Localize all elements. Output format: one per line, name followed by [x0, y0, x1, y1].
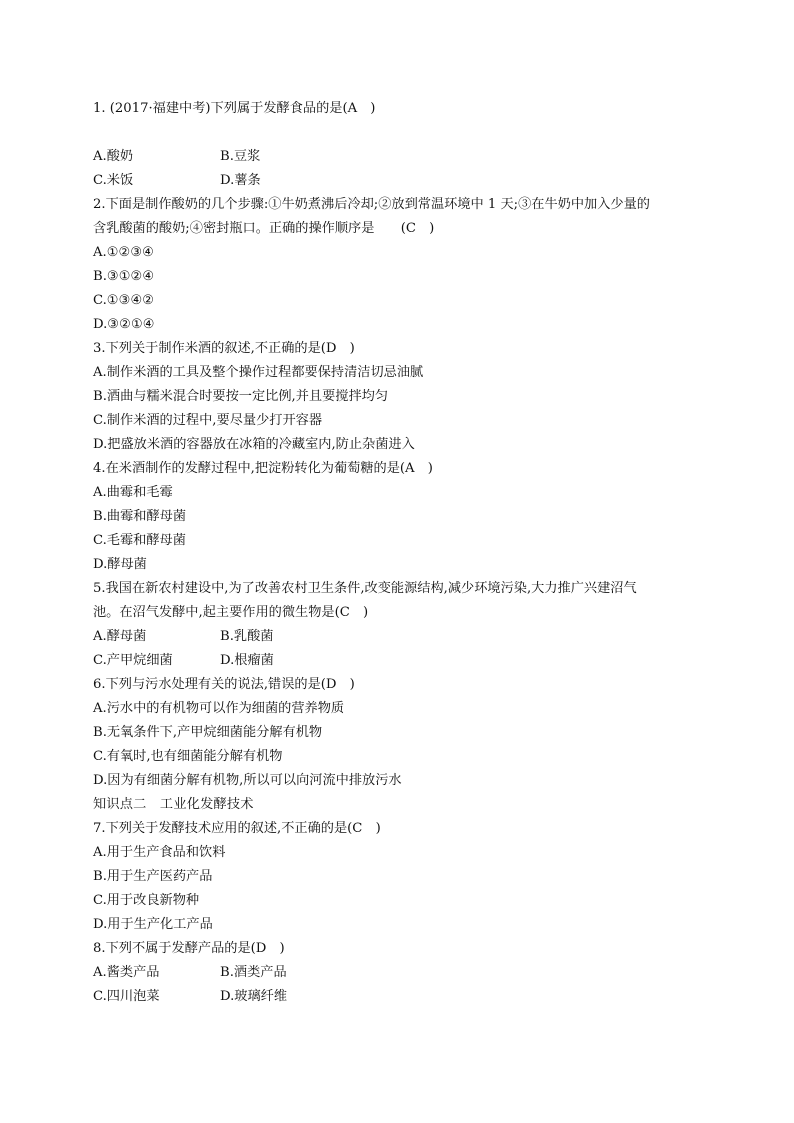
question-2-option-b: B.③①②④: [93, 269, 155, 284]
question-3-option-a: A.制作米酒的工具及整个操作过程都要保持清洁切忌油腻: [93, 365, 424, 380]
question-6-option-c: C.有氧时,也有细菌能分解有机物: [93, 749, 283, 764]
question-3-option-b: B.酒曲与糯米混合时要按一定比例,并且要搅拌均匀: [93, 389, 389, 404]
question-5-options-row-1: [93, 625, 703, 649]
question-5-option-a: A.酵母菌: [93, 629, 147, 644]
question-8-stem: 8.下列不属于发酵产品的是(D ): [93, 941, 285, 956]
question-4-option-a: A.曲霉和毛霉: [93, 485, 173, 500]
question-4-option-b: B.曲霉和酵母菌: [93, 509, 187, 524]
question-4: [93, 457, 703, 577]
question-2-stem-line-1: 2.下面是制作酸奶的几个步骤:①牛奶煮沸后冷却;②放到常温环境中 1 天;③在牛奶中加入少量的: [93, 197, 650, 212]
question-1-options-row-2: [93, 169, 703, 193]
question-5-option-c: C.产甲烷细菌: [93, 653, 173, 668]
question-1: [93, 97, 703, 193]
question-2-option-c: C.①③④②: [93, 293, 155, 308]
question-3: [93, 337, 703, 457]
question-7-option-a: A.用于生产食品和饮料: [93, 845, 226, 860]
question-8-options-row-2: [93, 985, 703, 1009]
question-1-option-d: D.薯条: [220, 173, 261, 188]
question-2-option-d: D.③②①④: [93, 317, 155, 332]
question-7-option-b: B.用于生产医药产品: [93, 869, 213, 884]
question-8-option-b: B.酒类产品: [220, 965, 287, 980]
section-title: 知识点二 工业化发酵技术: [93, 797, 254, 812]
question-3-stem: 3.下列关于制作米酒的叙述,不正确的是(D ): [93, 341, 355, 356]
question-1-stem: 1. (2017·福建中考)下列属于发酵食品的是(A ): [93, 101, 376, 116]
question-6-stem: 6.下列与污水处理有关的说法,错误的是(D ): [93, 677, 355, 692]
question-5-stem-line-1: 5.我国在新农村建设中,为了改善农村卫生条件,改变能源结构,减少环境污染,大力推广兴建沼气: [93, 581, 637, 596]
question-2: [93, 193, 703, 337]
question-6: [93, 673, 703, 793]
question-1-option-c: C.米饭: [93, 173, 134, 188]
question-6-option-b: B.无氧条件下,产甲烷细菌能分解有机物: [93, 725, 323, 740]
question-4-stem: 4.在米酒制作的发酵过程中,把淀粉转化为葡萄糖的是(A ): [93, 461, 433, 476]
question-7-option-c: C.用于改良新物种: [93, 893, 200, 908]
question-7-stem: 7.下列关于发酵技术应用的叙述,不正确的是(C ): [93, 821, 381, 836]
question-2-stem-line-2: 含乳酸菌的酸奶;④密封瓶口。正确的操作顺序是 (C ): [93, 221, 435, 236]
question-3-option-c: C.制作米酒的过程中,要尽量少打开容器: [93, 413, 323, 428]
question-2-option-a: A.①②③④: [93, 245, 155, 260]
question-8: [93, 937, 703, 1009]
question-4-option-c: C.毛霉和酵母菌: [93, 533, 186, 548]
question-1-options-row-1: [93, 145, 703, 169]
question-8-option-c: C.四川泡菜: [93, 989, 160, 1004]
question-1-option-b: B.豆浆: [220, 149, 261, 164]
question-8-option-a: A.酱类产品: [93, 965, 160, 980]
question-8-option-d: D.玻璃纤维: [220, 989, 288, 1004]
question-1-option-a: A.酸奶: [93, 149, 134, 164]
question-6-option-d: D.因为有细菌分解有机物,所以可以向河流中排放污水: [93, 773, 402, 788]
question-5-options-row-2: [93, 649, 703, 673]
worksheet-page: [93, 97, 703, 1009]
question-8-options-row-1: [93, 961, 703, 985]
question-5-stem-line-2: 池。在沼气发酵中,起主要作用的微生物是(C ): [93, 605, 369, 620]
question-6-option-a: A.污水中的有机物可以作为细菌的营养物质: [93, 701, 345, 716]
question-3-option-d: D.把盛放米酒的容器放在冰箱的冷藏室内,防止杂菌进入: [93, 437, 415, 452]
question-7: [93, 793, 703, 937]
question-7-option-d: D.用于生产化工产品: [93, 917, 213, 932]
question-5-option-b: B.乳酸菌: [220, 629, 274, 644]
question-4-option-d: D.酵母菌: [93, 557, 147, 572]
question-5-option-d: D.根瘤菌: [220, 653, 274, 668]
question-5: [93, 577, 703, 673]
